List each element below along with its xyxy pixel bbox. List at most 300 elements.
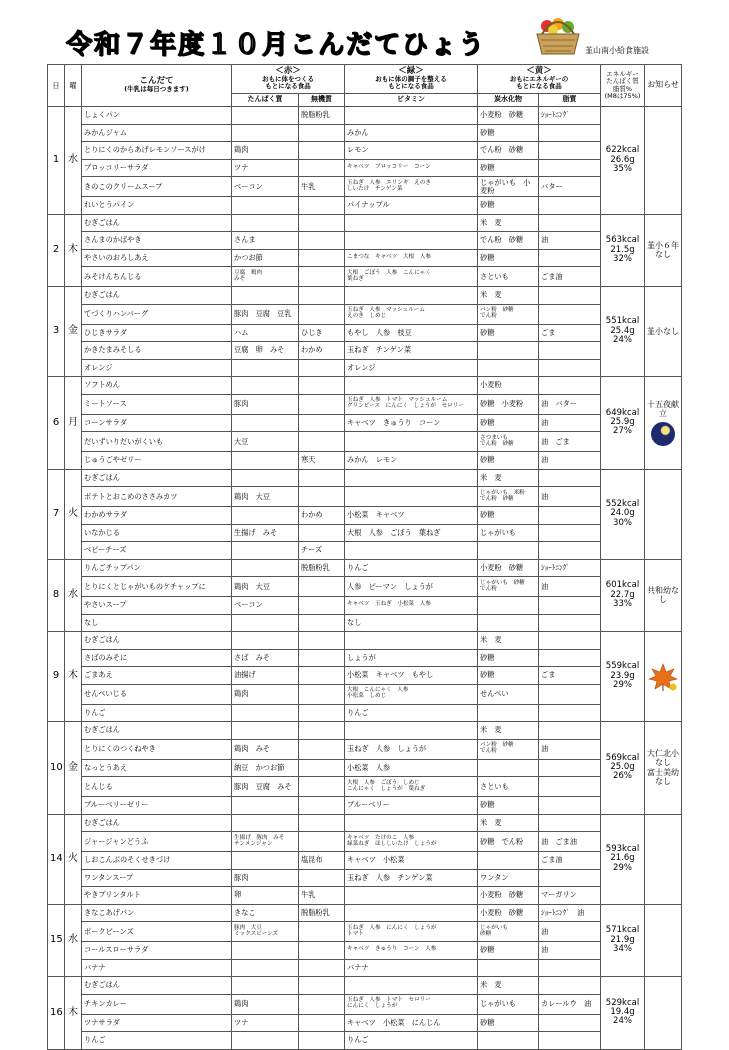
fat-foods	[539, 814, 601, 832]
vitamin-foods	[345, 887, 478, 905]
dish-name: ポークビーンズ	[82, 922, 232, 942]
protein-foods: ハム	[232, 324, 299, 342]
carb-foods: 米 麦	[478, 287, 539, 305]
dish-name: なっとうあえ	[82, 759, 232, 777]
fat-foods	[539, 959, 601, 977]
dish-name: とりにくのからあげレモンソースがけ	[82, 142, 232, 160]
mineral-foods	[299, 632, 345, 650]
notice-cell	[645, 977, 682, 1050]
protein-foods	[232, 1032, 299, 1050]
fat-foods	[539, 649, 601, 667]
vitamin-foods: 人参 ピーマン しょうが	[345, 577, 478, 597]
vitamin-foods: 玉ねぎ 人参 にんにく しょうが トマト	[345, 922, 478, 942]
fat-foods	[539, 304, 601, 324]
nutrition-summary	[601, 214, 645, 287]
dish-name: やさいのおろしあえ	[82, 249, 232, 267]
menu-row	[48, 287, 682, 305]
protein-foods	[232, 959, 299, 977]
carb-foods: じゃがいも	[478, 524, 539, 542]
menu-row	[48, 614, 682, 632]
carb-foods	[478, 342, 539, 360]
carb-foods: じゃがいも 砂糖 でん粉	[478, 577, 539, 597]
carb-foods: 米 麦	[478, 469, 539, 487]
vitamin-foods: りんご	[345, 704, 478, 722]
nutrition-summary	[601, 814, 645, 904]
protein-foods: 豚肉	[232, 394, 299, 414]
fat-foods	[539, 124, 601, 142]
mineral-foods	[299, 722, 345, 740]
menu-row	[48, 977, 682, 995]
mineral-foods	[299, 597, 345, 615]
protein-foods	[232, 469, 299, 487]
nutrition-fat: 26%	[613, 771, 632, 782]
mineral-foods	[299, 142, 345, 160]
carb-foods: じゃがいも 米粉 でん粉 砂糖	[478, 487, 539, 507]
menu-row	[48, 559, 682, 577]
vitamin-foods: 玉ねぎ チンゲン菜	[345, 342, 478, 360]
protein-foods	[232, 614, 299, 632]
weekday: 木	[65, 632, 82, 722]
notice-cell	[645, 214, 682, 287]
protein-foods: 豚肉 豆腐 みそ	[232, 777, 299, 797]
vitamin-foods	[345, 287, 478, 305]
fat-foods: 油	[539, 414, 601, 432]
vitamin-foods: パイナップル	[345, 197, 478, 215]
dish-name: てづくりハンバーグ	[82, 304, 232, 324]
mineral-foods	[299, 922, 345, 942]
fat-foods	[539, 359, 601, 377]
protein-foods: さんま	[232, 232, 299, 250]
mineral-foods	[299, 432, 345, 452]
protein-foods	[232, 107, 299, 125]
weekday: 金	[65, 287, 82, 377]
vitamin-foods	[345, 214, 478, 232]
header-lipids: 脂質	[539, 94, 601, 107]
day-number: 15	[48, 904, 65, 977]
menu-row	[48, 377, 682, 395]
vitamin-foods: 大根 人参 ごぼう 葉ねぎ	[345, 524, 478, 542]
menu-row	[48, 597, 682, 615]
notice-cell	[645, 287, 682, 377]
dish-name: オレンジ	[82, 359, 232, 377]
protein-foods: 鶏肉	[232, 684, 299, 704]
nutrition-kcal: 529kcal	[605, 997, 640, 1008]
carb-foods: ワンタン	[478, 869, 539, 887]
fat-foods	[539, 507, 601, 525]
carb-foods	[478, 852, 539, 870]
header-weekday: 曜	[65, 65, 82, 107]
carb-foods: 砂糖 でん粉	[478, 832, 539, 852]
weekday: 水	[65, 904, 82, 977]
carb-foods	[478, 542, 539, 560]
nutrition-protein: 25.0g	[610, 762, 635, 773]
carb-foods	[478, 359, 539, 377]
weekday: 月	[65, 377, 82, 470]
header-protein: たんぱく質	[232, 94, 299, 107]
fat-foods: 油	[539, 232, 601, 250]
fat-foods	[539, 197, 601, 215]
mineral-foods	[299, 249, 345, 267]
carb-foods: 砂糖	[478, 197, 539, 215]
menu-row	[48, 759, 682, 777]
nutrition-fat: 24%	[613, 1016, 632, 1027]
vitamin-foods: ブルーベリー	[345, 797, 478, 815]
nutrition-fat: 34%	[613, 943, 632, 954]
vitamin-foods	[345, 814, 478, 832]
vitamin-foods: もやし 人参 枝豆	[345, 324, 478, 342]
vitamin-foods	[345, 487, 478, 507]
fat-foods: ｼｮｰﾄﾆﾝｸﾞ	[539, 559, 601, 577]
protein-foods: ツナ	[232, 159, 299, 177]
vitamin-foods: 大根 人参 ごぼう しめじ こんにゃく しょうが 葉ねぎ	[345, 777, 478, 797]
menu-row	[48, 267, 682, 287]
food-basket-icon	[533, 16, 583, 58]
protein-foods	[232, 507, 299, 525]
notice-cell	[645, 559, 682, 632]
fat-foods	[539, 977, 601, 995]
fat-foods	[539, 377, 601, 395]
fat-foods: 油 ごま	[539, 432, 601, 452]
mineral-foods	[299, 287, 345, 305]
nutrition-protein: 21.9g	[610, 934, 635, 945]
protein-foods: 豚肉 豆腐 豆乳	[232, 304, 299, 324]
vitamin-foods: みかん レモン	[345, 452, 478, 470]
menu-row	[48, 197, 682, 215]
fat-foods: マーガリン	[539, 887, 601, 905]
protein-foods: 豚肉 大豆 ミックスビーンズ	[232, 922, 299, 942]
dish-name: かきたまみそしる	[82, 342, 232, 360]
vitamin-foods	[345, 904, 478, 922]
fat-foods	[539, 759, 601, 777]
nutrition-fat: 29%	[613, 680, 632, 691]
fat-foods	[539, 249, 601, 267]
header-day: 日	[48, 65, 65, 107]
notice-text: 十五夜献立	[647, 399, 679, 419]
vitamin-foods: 大根 ごぼう 人参 こんにゃく 葉ねぎ	[345, 267, 478, 287]
dish-name: ブルーベリーゼリー	[82, 797, 232, 815]
menu-row	[48, 214, 682, 232]
carb-foods: さといも	[478, 777, 539, 797]
vitamin-foods: こまつな キャベツ 大根 人参	[345, 249, 478, 267]
day-number: 10	[48, 722, 65, 815]
protein-foods: 納豆 かつお節	[232, 759, 299, 777]
nutrition-fat: 35%	[613, 163, 632, 174]
mineral-foods	[299, 524, 345, 542]
menu-row	[48, 904, 682, 922]
dish-name: せんべいじる	[82, 684, 232, 704]
menu-row	[48, 814, 682, 832]
protein-foods	[232, 197, 299, 215]
protein-foods: 豚肉	[232, 869, 299, 887]
dish-name: とんじる	[82, 777, 232, 797]
menu-row	[48, 577, 682, 597]
protein-foods	[232, 214, 299, 232]
protein-foods: 鶏肉 大豆	[232, 487, 299, 507]
carb-foods: 小麦粉 砂糖	[478, 904, 539, 922]
dish-name: きのこのクリームスープ	[82, 177, 232, 197]
carb-foods: 米 麦	[478, 722, 539, 740]
dish-name: さんまのかばやき	[82, 232, 232, 250]
protein-foods	[232, 977, 299, 995]
dish-name: なし	[82, 614, 232, 632]
notice-text: 大仁北小なし 富士美幼なし	[647, 748, 679, 787]
notice-cell	[645, 814, 682, 904]
mineral-foods	[299, 197, 345, 215]
mineral-foods	[299, 994, 345, 1014]
carb-foods: 小麦粉	[478, 377, 539, 395]
vitamin-foods	[345, 232, 478, 250]
carb-foods: 米 麦	[478, 214, 539, 232]
fat-foods: ごま	[539, 324, 601, 342]
mineral-foods	[299, 469, 345, 487]
fat-foods	[539, 159, 601, 177]
mineral-foods: わかめ	[299, 507, 345, 525]
carb-foods	[478, 597, 539, 615]
menu-row	[48, 922, 682, 942]
vitamin-foods: 小松菜 キャベツ	[345, 507, 478, 525]
nutrition-kcal: 593kcal	[605, 843, 640, 854]
protein-foods	[232, 632, 299, 650]
nutrition-protein: 19.4g	[610, 1007, 635, 1018]
vitamin-foods: バナナ	[345, 959, 478, 977]
vitamin-foods	[345, 432, 478, 452]
fat-foods	[539, 632, 601, 650]
carb-foods: 砂糖	[478, 649, 539, 667]
menu-row	[48, 232, 682, 250]
header-green: ＜緑＞ おもに体の調子を整える もとになる食品	[345, 65, 478, 94]
carb-foods: 米 麦	[478, 814, 539, 832]
dish-name: バナナ	[82, 959, 232, 977]
mineral-foods	[299, 487, 345, 507]
header-minerals: 無機質	[299, 94, 345, 107]
protein-foods	[232, 359, 299, 377]
mineral-foods	[299, 1014, 345, 1032]
dish-name: ごまあえ	[82, 667, 232, 685]
mineral-foods	[299, 267, 345, 287]
notice-cell	[645, 469, 682, 559]
fat-foods	[539, 287, 601, 305]
menu-row	[48, 649, 682, 667]
mineral-foods	[299, 759, 345, 777]
notice-text: 共和幼なし	[647, 585, 679, 605]
dish-name: じゅうごやゼリー	[82, 452, 232, 470]
dish-name: ソフトめん	[82, 377, 232, 395]
dish-name: とりにくのつくねやき	[82, 739, 232, 759]
protein-foods: 油揚げ	[232, 667, 299, 685]
fat-foods	[539, 777, 601, 797]
autumn-leaf-icon	[647, 662, 679, 692]
dish-name: しょくパン	[82, 107, 232, 125]
menu-row	[48, 542, 682, 560]
carb-foods: 砂糖 小麦粉	[478, 394, 539, 414]
menu-row	[48, 324, 682, 342]
menu-row	[48, 722, 682, 740]
vitamin-foods	[345, 722, 478, 740]
dish-name: いなかじる	[82, 524, 232, 542]
nutrition-protein: 22.7g	[610, 589, 635, 600]
vitamin-foods: なし	[345, 614, 478, 632]
dish-name: みそけんちんじる	[82, 267, 232, 287]
dish-name: きなこあげパン	[82, 904, 232, 922]
fat-foods: 油	[539, 487, 601, 507]
vitamin-foods	[345, 377, 478, 395]
mineral-foods	[299, 977, 345, 995]
mineral-foods	[299, 832, 345, 852]
menu-row	[48, 632, 682, 650]
vitamin-foods: キャベツ 玉ねぎ 小松菜 人参	[345, 597, 478, 615]
vitamin-foods: しょうが	[345, 649, 478, 667]
nutrition-kcal: 601kcal	[605, 580, 640, 591]
dish-name: むぎごはん	[82, 814, 232, 832]
nutrition-summary	[601, 107, 645, 215]
vitamin-foods: オレンジ	[345, 359, 478, 377]
fat-foods	[539, 722, 601, 740]
menu-row	[48, 1032, 682, 1050]
protein-foods	[232, 852, 299, 870]
mineral-foods	[299, 232, 345, 250]
carb-foods: せんべい	[478, 684, 539, 704]
nutrition-fat: 30%	[613, 517, 632, 528]
nutrition-kcal: 622kcal	[605, 145, 640, 156]
dish-name: しおこんぶのそくせきづけ	[82, 852, 232, 870]
fat-foods: 油	[539, 452, 601, 470]
menu-row	[48, 704, 682, 722]
protein-foods	[232, 942, 299, 960]
dish-name: りんご	[82, 1032, 232, 1050]
vitamin-foods: みかん	[345, 124, 478, 142]
mineral-foods	[299, 814, 345, 832]
vitamin-foods	[345, 632, 478, 650]
dish-name: だいずいりだいがくいも	[82, 432, 232, 452]
carb-foods: じゃがいも	[478, 994, 539, 1014]
menu-row	[48, 684, 682, 704]
dish-name: りんご	[82, 704, 232, 722]
mineral-foods	[299, 797, 345, 815]
nutrition-kcal: 569kcal	[605, 752, 640, 763]
fat-foods	[539, 684, 601, 704]
nutrition-fat: 29%	[613, 862, 632, 873]
nutrition-summary	[601, 377, 645, 470]
protein-foods: かつお節	[232, 249, 299, 267]
mineral-foods	[299, 414, 345, 432]
day-number: 6	[48, 377, 65, 470]
vitamin-foods: 玉ねぎ 人参 エリンギ えのき しいたけ チンゲン菜	[345, 177, 478, 197]
carb-foods: 砂糖	[478, 124, 539, 142]
nutrition-protein: 21.5g	[610, 244, 635, 255]
menu-row	[48, 107, 682, 125]
fat-foods: 油	[539, 577, 601, 597]
vitamin-foods: りんご	[345, 559, 478, 577]
day-number: 8	[48, 559, 65, 632]
menu-row	[48, 887, 682, 905]
protein-foods	[232, 287, 299, 305]
weekday: 水	[65, 107, 82, 215]
mineral-foods	[299, 214, 345, 232]
nutrition-protein: 21.6g	[610, 853, 635, 864]
menu-row	[48, 159, 682, 177]
menu-row	[48, 942, 682, 960]
carb-foods	[478, 1032, 539, 1050]
menu-row	[48, 869, 682, 887]
dish-name: むぎごはん	[82, 469, 232, 487]
carb-foods	[478, 704, 539, 722]
header-energy: エネルギー たんぱく質 脂質% (M8は75%)	[601, 65, 645, 107]
fat-foods	[539, 597, 601, 615]
weekday: 火	[65, 814, 82, 904]
menu-row	[48, 487, 682, 507]
vitamin-foods: 小松菜 人参	[345, 759, 478, 777]
dish-name: むぎごはん	[82, 287, 232, 305]
nutrition-summary	[601, 977, 645, 1050]
nutrition-kcal: 559kcal	[605, 661, 640, 672]
carb-foods: さつまいも でん粉 砂糖	[478, 432, 539, 452]
mineral-foods: 牛乳	[299, 177, 345, 197]
nutrition-summary	[601, 632, 645, 722]
carb-foods: 砂糖	[478, 324, 539, 342]
vitamin-foods: キャベツ きゅうり コーン 人参	[345, 942, 478, 960]
fat-foods: 油 バター	[539, 394, 601, 414]
menu-row	[48, 342, 682, 360]
carb-foods: 砂糖	[478, 249, 539, 267]
menu-row	[48, 124, 682, 142]
nutrition-fat: 24%	[613, 335, 632, 346]
header-carbs: 炭水化物	[478, 94, 539, 107]
fat-foods	[539, 342, 601, 360]
carb-foods: 砂糖	[478, 159, 539, 177]
dish-name: ツナサラダ	[82, 1014, 232, 1032]
nutrition-summary	[601, 287, 645, 377]
nutrition-protein: 25.9g	[610, 417, 635, 428]
header-vitamins: ビタミン	[345, 94, 478, 107]
day-number: 1	[48, 107, 65, 215]
mineral-foods	[299, 359, 345, 377]
protein-foods: 鶏肉	[232, 994, 299, 1014]
protein-foods: 鶏肉 大豆	[232, 577, 299, 597]
fat-foods: ｼｮｰﾄﾆﾝｸﾞ 油	[539, 904, 601, 922]
menu-row	[48, 667, 682, 685]
vitamin-foods: 玉ねぎ 人参 チンゲン菜	[345, 869, 478, 887]
nutrition-summary	[601, 559, 645, 632]
header-menu: こんだて (牛乳は毎日つきます)	[82, 65, 232, 107]
mineral-foods	[299, 942, 345, 960]
carb-foods: 小麦粉 砂糖	[478, 887, 539, 905]
mineral-foods	[299, 777, 345, 797]
notice-cell	[645, 377, 682, 470]
carb-foods: 小麦粉 砂糖	[478, 107, 539, 125]
vitamin-foods	[345, 107, 478, 125]
carb-foods: パン粉 砂糖 でん粉	[478, 304, 539, 324]
page-title: 令和７年度１０月こんだてひょう	[66, 30, 487, 60]
mineral-foods: 寒天	[299, 452, 345, 470]
carb-foods: さといも	[478, 267, 539, 287]
fat-foods	[539, 469, 601, 487]
dish-name: れいとうパイン	[82, 197, 232, 215]
vitamin-foods: 玉ねぎ 人参 マッシュルーム えのき しめじ	[345, 304, 478, 324]
menu-row	[48, 994, 682, 1014]
header-red: ＜赤＞ おもに体をつくる もとになる食品	[232, 65, 345, 94]
protein-foods: さば みそ	[232, 649, 299, 667]
fat-foods: 油	[539, 942, 601, 960]
nutrition-kcal: 571kcal	[605, 925, 640, 936]
dish-name: ポテトとおこめのささみカツ	[82, 487, 232, 507]
mineral-foods	[299, 704, 345, 722]
dish-name: むぎごはん	[82, 214, 232, 232]
mineral-foods	[299, 614, 345, 632]
menu-row	[48, 432, 682, 452]
nutrition-summary	[601, 904, 645, 977]
carb-foods	[478, 614, 539, 632]
dish-name: さばのみそに	[82, 649, 232, 667]
